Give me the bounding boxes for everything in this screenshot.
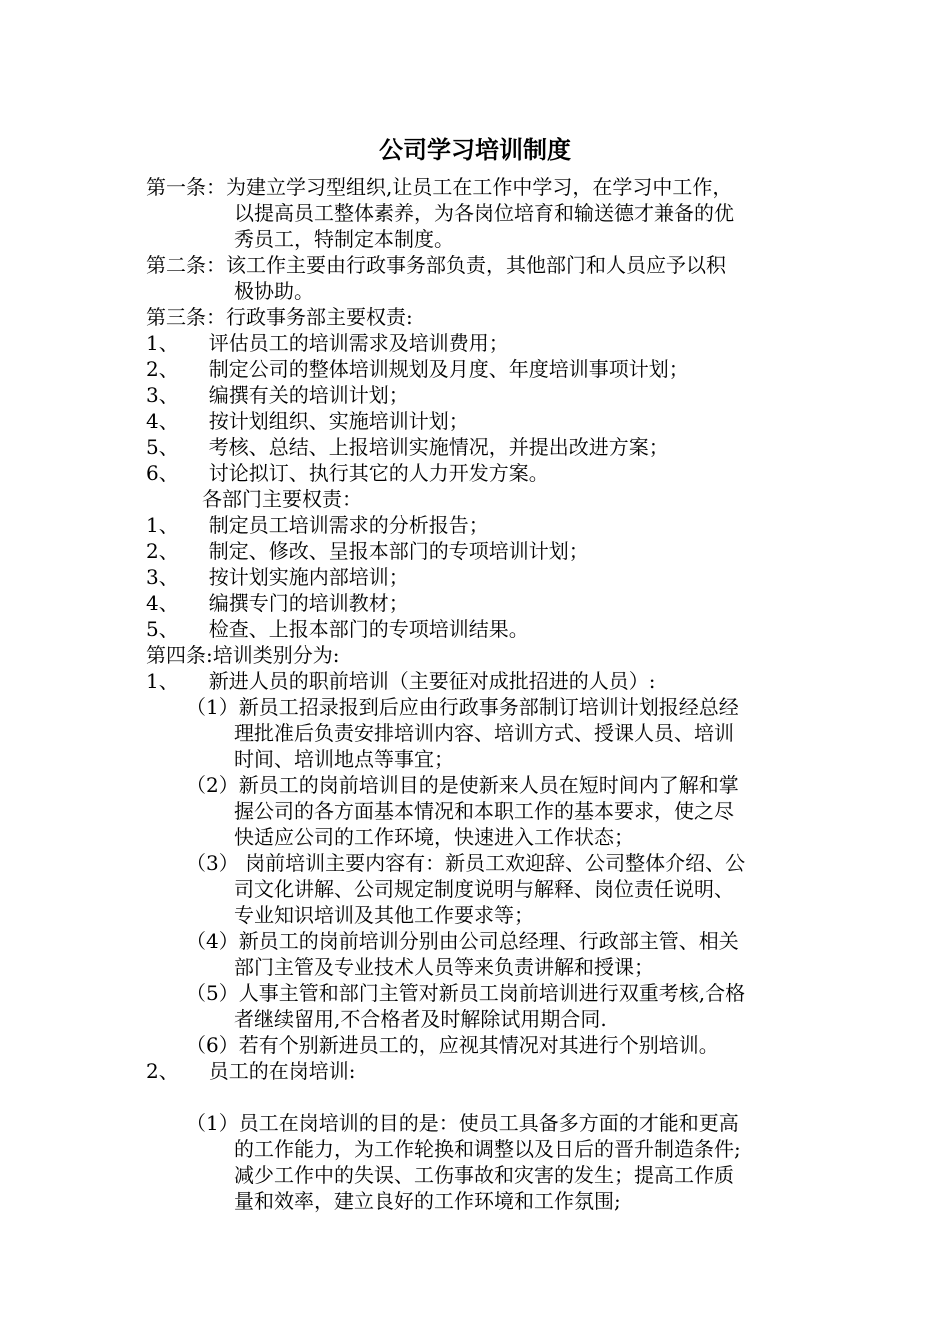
text-line: 3、 按计划实施内部培训； (146, 565, 409, 589)
text-line: 4、 编撰专门的培训教材； (146, 591, 409, 615)
document-title: 公司学习培训制度 (379, 136, 571, 164)
text-line: 第三条：行政事务部主要权责: (146, 305, 413, 329)
text-line: 减少工作中的失误、工伤事故和灾害的发生；提高工作质 (234, 1163, 734, 1187)
text-line: （1）新员工招录报到后应由行政事务部制订培训计划报经总经 (186, 695, 739, 719)
text-line: 各部门主要权责： (202, 487, 362, 511)
text-line: 第四条:培训类别分为: (146, 643, 340, 667)
text-line: （6）若有个别新进员工的，应视其情况对其进行个别培训。 (186, 1033, 719, 1057)
text-line: （1）员工在岗培训的目的是：使员工具备多方面的才能和更高 (186, 1111, 739, 1135)
text-line: 理批准后负责安排培训内容、培训方式、授课人员、培训 (234, 721, 734, 745)
text-line: 第二条：该工作主要由行政事务部负责，其他部门和人员应予以积 (146, 253, 726, 277)
text-line: 极协助。 (234, 279, 314, 303)
text-line: 专业知识培训及其他工作要求等； (234, 903, 534, 927)
text-line: 握公司的各方面基本情况和本职工作的基本要求，使之尽 (234, 799, 734, 823)
text-line: 者继续留用,不合格者及时解除试用期合同. (234, 1007, 607, 1031)
text-line: 2、 制定公司的整体培训规划及月度、年度培训事项计划； (146, 357, 689, 381)
text-line: 司文化讲解、公司规定制度说明与解释、岗位责任说明、 (234, 877, 734, 901)
text-line: 秀员工，特制定本制度。 (234, 227, 454, 251)
text-line: 2、 员工的在岗培训: (146, 1059, 356, 1083)
text-line: 部门主管及专业技术人员等来负责讲解和授课； (234, 955, 654, 979)
text-line: 1、 新进人员的职前培训（主要征对成批招进的人员）: (146, 669, 656, 693)
text-line: 的工作能力，为工作轮换和调整以及日后的晋升制造条件; (234, 1137, 741, 1161)
text-line: 第一条：为建立学习型组织,让员工在工作中学习，在学习中工作， (146, 175, 733, 199)
text-line: 1、 制定员工培训需求的分析报告； (146, 513, 489, 537)
text-line: （3） 岗前培训主要内容有：新员工欢迎辞、公司整体介绍、公 (186, 851, 746, 875)
text-line: 5、 检查、上报本部门的专项培训结果。 (146, 617, 529, 641)
text-line: 时间、培训地点等事宜； (234, 747, 454, 771)
text-line: （2）新员工的岗前培训目的是使新来人员在短时间内了解和掌 (186, 773, 739, 797)
text-line: 3、 编撰有关的培训计划； (146, 383, 409, 407)
text-line: 以提高员工整体素养，为各岗位培育和输送德才兼备的优 (234, 201, 734, 225)
text-line: 快适应公司的工作环境，快速进入工作状态； (234, 825, 634, 849)
text-line: 5、 考核、总结、上报培训实施情况，并提出改进方案； (146, 435, 669, 459)
text-line: 4、 按计划组织、实施培训计划； (146, 409, 469, 433)
text-line: （4）新员工的岗前培训分别由公司总经理、行政部主管、相关 (186, 929, 739, 953)
text-line: 6、 讨论拟订、执行其它的人力开发方案。 (146, 461, 549, 485)
text-line: 1、 评估员工的培训需求及培训费用； (146, 331, 509, 355)
text-line: 2、 制定、修改、呈报本部门的专项培训计划； (146, 539, 589, 563)
text-line: （5）人事主管和部门主管对新员工岗前培训进行双重考核,合格 (186, 981, 746, 1005)
text-line: 量和效率，建立良好的工作环境和工作氛围; (234, 1189, 621, 1213)
